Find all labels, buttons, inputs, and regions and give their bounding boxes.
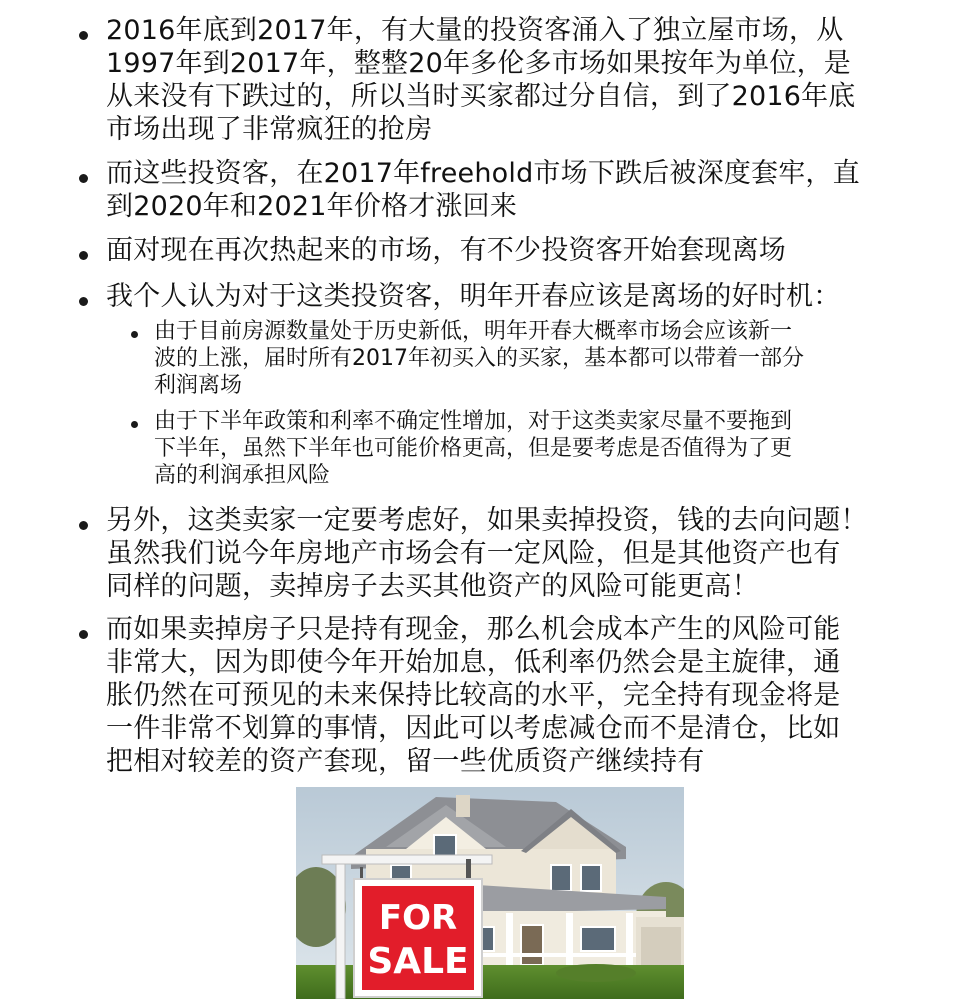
sub-bullet-text: 由于下半年政策和利率不确定性增加，对于这类卖家尽量不要拖到 下半年，虽然下半年也可能价格更高，但是要考虑是否值得为了更 高的利润承担风险 — [154, 409, 793, 488]
house-illustration — [296, 787, 684, 999]
house-for-sale-photo — [296, 787, 684, 999]
bullet-text: 2016年底到2017年，有大量的投资客涌入了独立屋市场，从 1997年到2017年，整整20年多伦多市场如果按年为单位，是 从来没有下跌过的，所以当时买家都过分自信，到了2016年底 市场出现了非常疯狂的抢房 — [106, 15, 856, 145]
bullet-dot — [79, 251, 88, 260]
bullet-text: 我个人认为对于这类投资客，明年开春应该是离场的好时机： — [106, 281, 841, 312]
sign-line-1: FOR — [378, 898, 458, 938]
bullet-dot — [79, 297, 88, 306]
sub-bullet-dot — [131, 331, 138, 338]
bullet-dot — [79, 521, 88, 530]
bullet-text: 另外，这类卖家一定要考虑好，如果卖掉投资，钱的去向问题！ 虽然我们说今年房地产市场会有一定风险，但是其他资产也有 同样的问题，卖掉房子去买其他资产的风险可能更高！ — [106, 505, 868, 602]
bullet-text: 面对现在再次热起来的市场，有不少投资客开始套现离场 — [106, 235, 786, 266]
bullet-dot — [79, 174, 88, 183]
sub-bullet-text: 由于目前房源数量处于历史新低，明年开春大概率市场会应该新一 波的上涨，届时所有2017年初买入的买家，基本都可以带着一部分 利润离场 — [154, 319, 804, 398]
bullet-text: 而这些投资客，在2017年freehold市场下跌后被深度套牢，直 到2020年和2021年价格才涨回来 — [106, 158, 860, 222]
sign-line-2: SALE — [367, 941, 469, 982]
bullet-dot — [79, 630, 88, 639]
bullet-text: 而如果卖掉房子只是持有现金，那么机会成本产生的风险可能 非常大，因为即使今年开始加息，低利率仍然会是主旋律，通 胀仍然在可预见的未来保持比较高的水平，完全持有现金将是 一件非常不划算的事情，因此可以考虑减仓而不是清仓，比如 把相对较差的资产套现，留一些优质资产继续持有 — [106, 614, 841, 777]
bullet-dot — [79, 31, 88, 40]
sub-bullet-dot — [131, 421, 138, 428]
